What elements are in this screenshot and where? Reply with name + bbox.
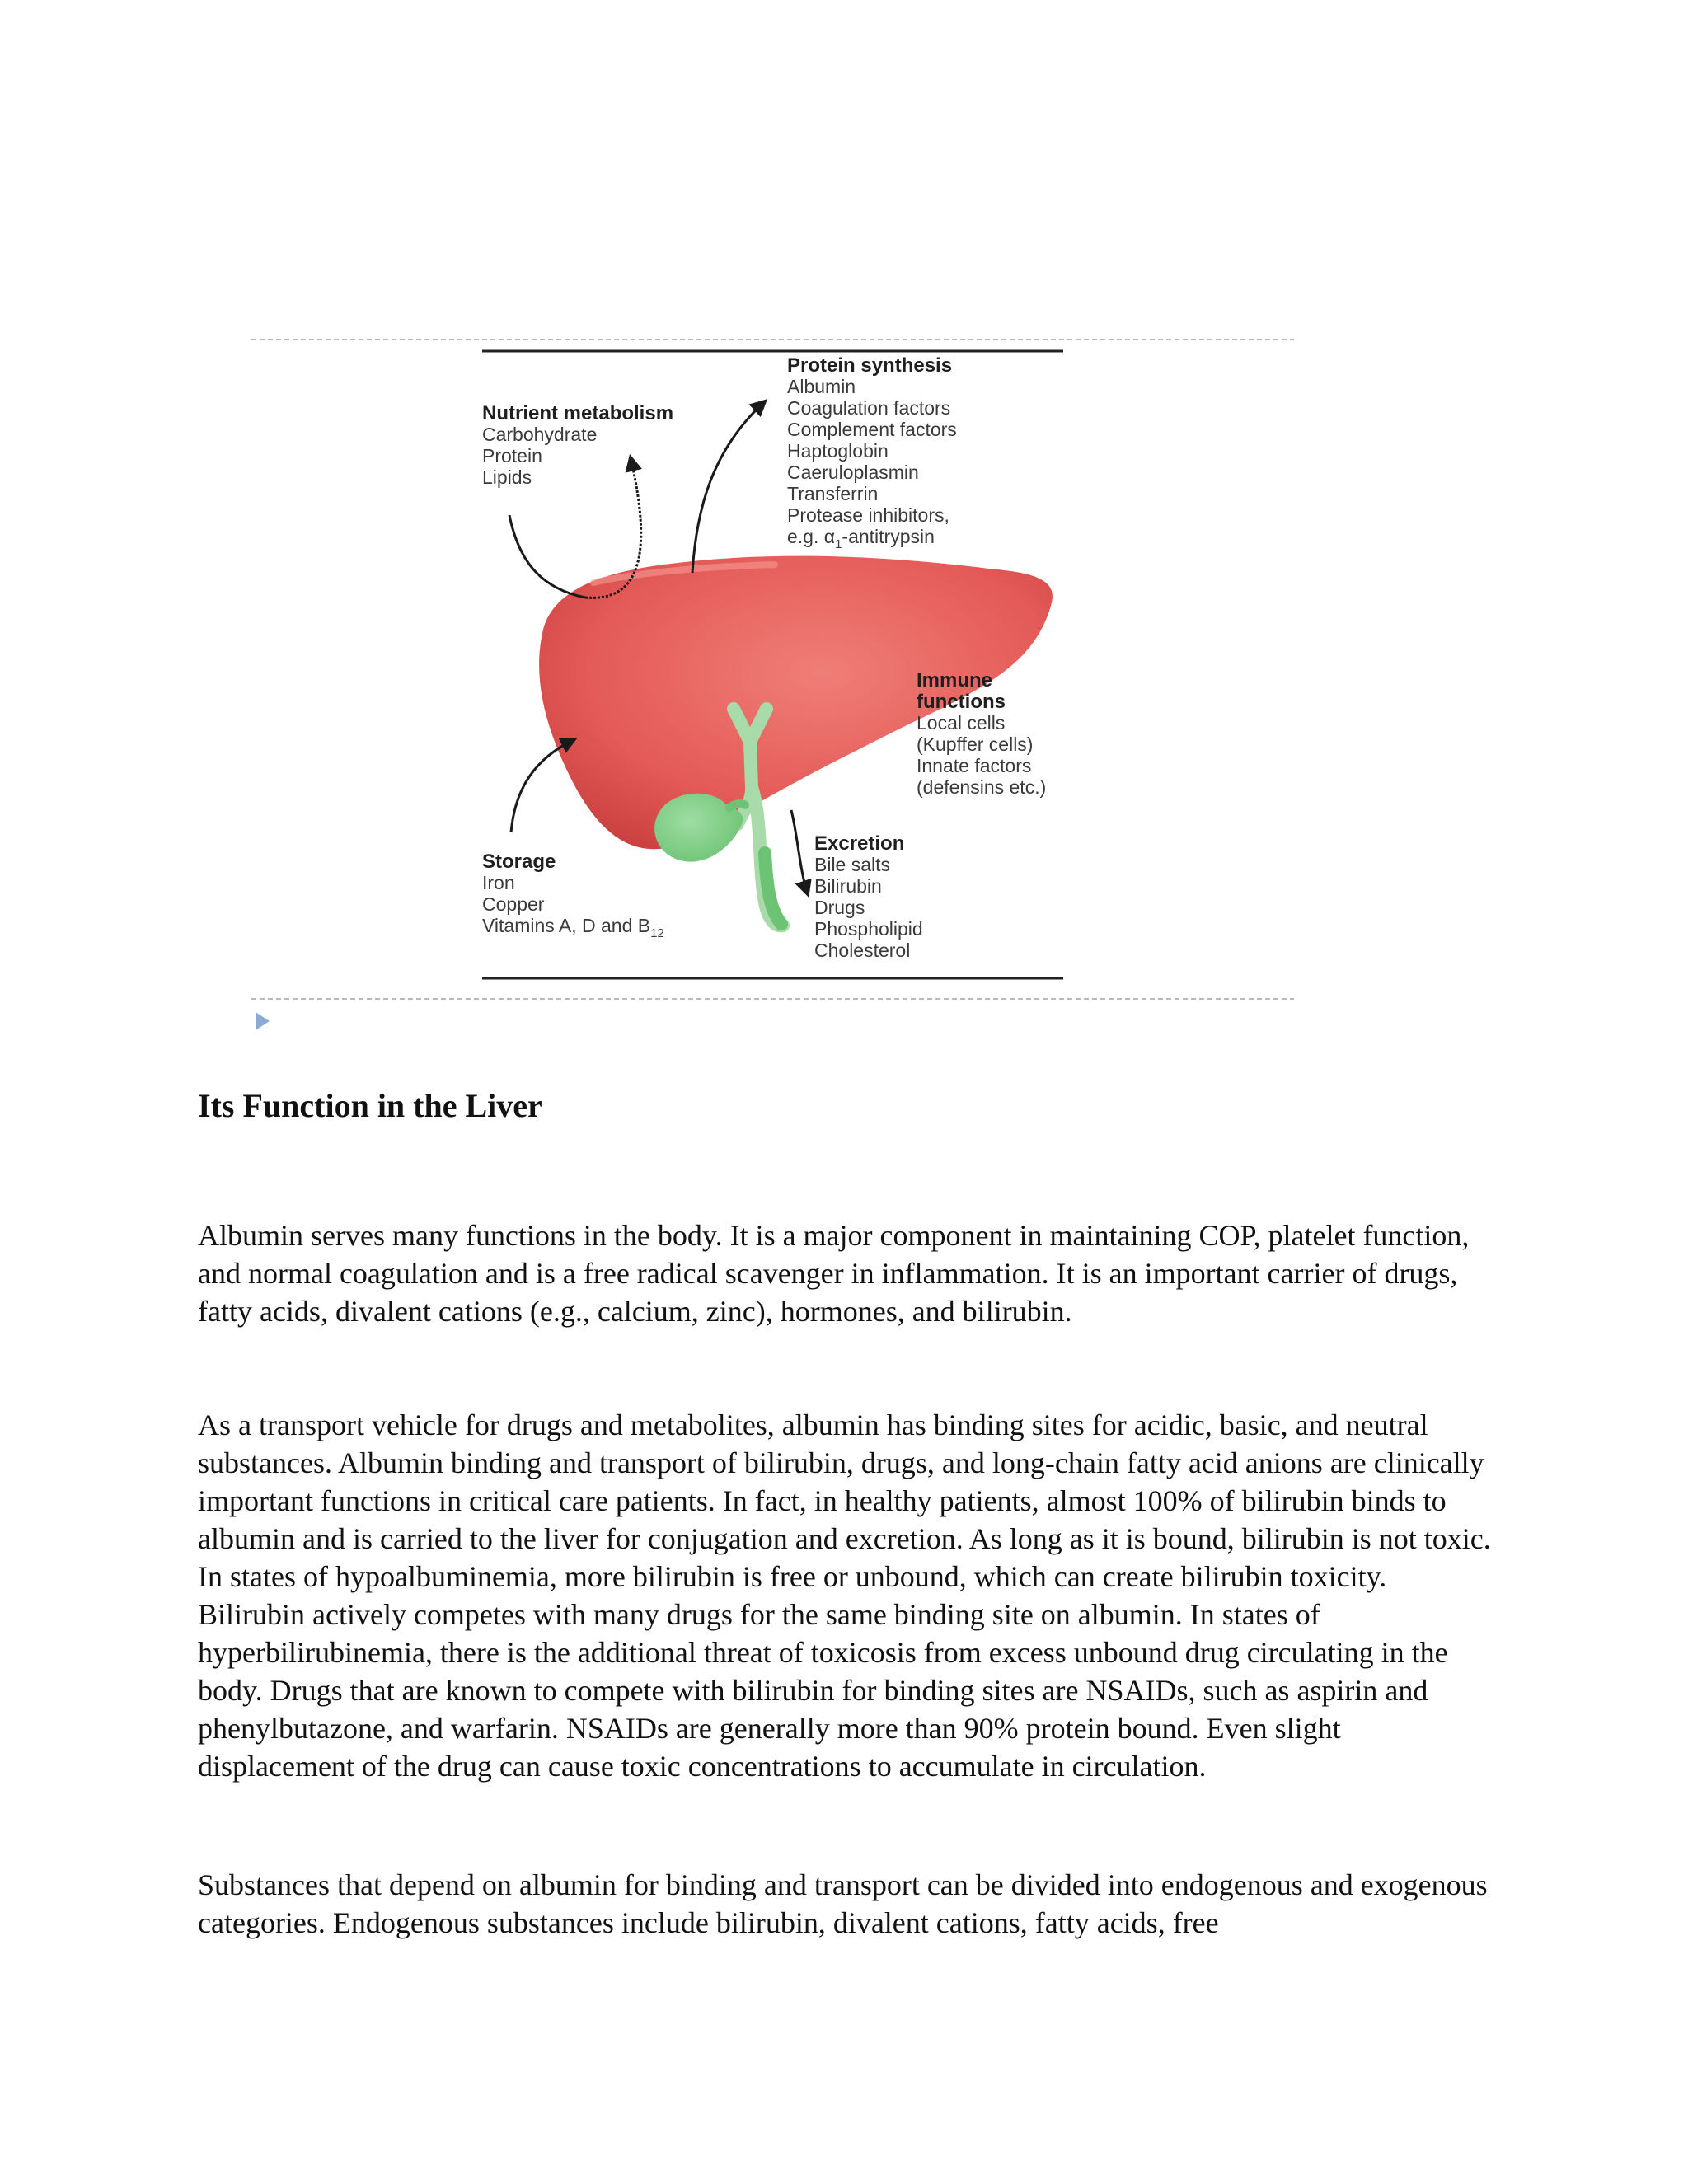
- section-heading: Its Function in the Liver: [198, 1087, 542, 1124]
- storage-item: Iron: [482, 872, 515, 893]
- immune-item: (Kupffer cells): [917, 733, 1034, 755]
- nutrient-item: Protein: [482, 445, 542, 466]
- body-paragraph-3: Substances that depend on albumin for binding and transport can be divided into endogenous and exogenous categories. Endogenous substances include bilirubin, divalent cations, fatty acids, free: [198, 1868, 1488, 1939]
- nutrient-metabolism-label-group: [482, 402, 673, 488]
- immune-item: Local cells: [917, 712, 1006, 733]
- immune-functions-label-group: [917, 669, 1046, 798]
- nutrient-metabolism-title: Nutrient metabolism: [482, 402, 674, 424]
- storage-item: Copper: [482, 893, 545, 915]
- immune-title-line1: Immune: [917, 669, 993, 691]
- storage-vitamins: Vitamins A, D and $B_{12}$: [482, 915, 664, 940]
- storage-label-group: [482, 851, 664, 940]
- nutrient-item: Lipids: [482, 466, 532, 488]
- body-paragraph-1: Albumin serves many functions in the body. It is a major component in maintaining COP, platelet function, and normal coagulation and is a free radical scavenger in inflammation. It is an important carrier of drugs, fatty acids, divalent cations (e.g., calcium, zinc), hormones, and bilirubin.: [198, 1219, 1470, 1328]
- protein-item: Protease inhibitors,: [787, 504, 950, 526]
- play-triangle-icon: [256, 1012, 270, 1030]
- excretion-item: Bile salts: [814, 854, 891, 875]
- liver-function-figure: [247, 326, 1302, 1051]
- protein-item: Coagulation factors: [787, 397, 951, 419]
- nutrient-in-arrow: [509, 515, 585, 598]
- protein-item: Albumin: [787, 376, 856, 397]
- excretion-label-group: [814, 832, 923, 961]
- excretion-item: Bilirubin: [814, 875, 882, 897]
- immune-item: (defensins etc.): [917, 776, 1047, 798]
- protein-item: Haptoglobin: [787, 440, 889, 462]
- protein-item: Transferrin: [787, 483, 879, 504]
- protein-synthesis-arrow: [692, 401, 765, 573]
- protein-synthesis-title: Protein synthesis: [787, 354, 953, 377]
- protein-item: Complement factors: [787, 419, 957, 440]
- nutrient-item: Carbohydrate: [482, 424, 598, 445]
- protein-example: e.g. $\alpha_1$-antitrypsin: [787, 526, 935, 551]
- body-paragraph-2: As a transport vehicle for drugs and metabolites, albumin has binding sites for acidic, basic, and neutral substances. Albumin binding and transport of bilirubin, drugs, and long-chain fatty acid anions are clinically important functions in critical care patients. In fact, in healthy patients, almost 100% of bilirubin binds to albumin and is carried to the liver for conjugation and excretion. As long as it is bound, bilirubin is not toxic. In states of hypoalbuminemia, more bilirubin is free or unbound, which can create bilirubin toxicity. Bilirubin actively competes with many drugs for the same binding site on albumin. In states of hyperbilirubinemia, there is the additional threat of toxicosis from excess unbound drug circulating in the body. Drugs that are known to compete with bilirubin for binding sites are NSAIDs, such as aspirin and phenylbutazone, and warfarin. NSAIDs are generally more than 90% protein bound. Even slight displacement of the drug can cause toxic concentrations to accumulate in circulation.: [198, 1408, 1491, 1783]
- excretion-title: Excretion: [814, 832, 905, 855]
- immune-item: Innate factors: [917, 755, 1032, 776]
- excretion-item: Drugs: [814, 897, 865, 918]
- excretion-arrow: [791, 810, 808, 894]
- protein-synthesis-label-group: [787, 354, 957, 551]
- immune-title-line2: functions: [917, 691, 1006, 713]
- storage-title: Storage: [482, 851, 556, 873]
- excretion-item: Cholesterol: [814, 940, 911, 961]
- protein-item: Caeruloplasmin: [787, 462, 919, 483]
- excretion-item: Phospholipid: [814, 918, 923, 940]
